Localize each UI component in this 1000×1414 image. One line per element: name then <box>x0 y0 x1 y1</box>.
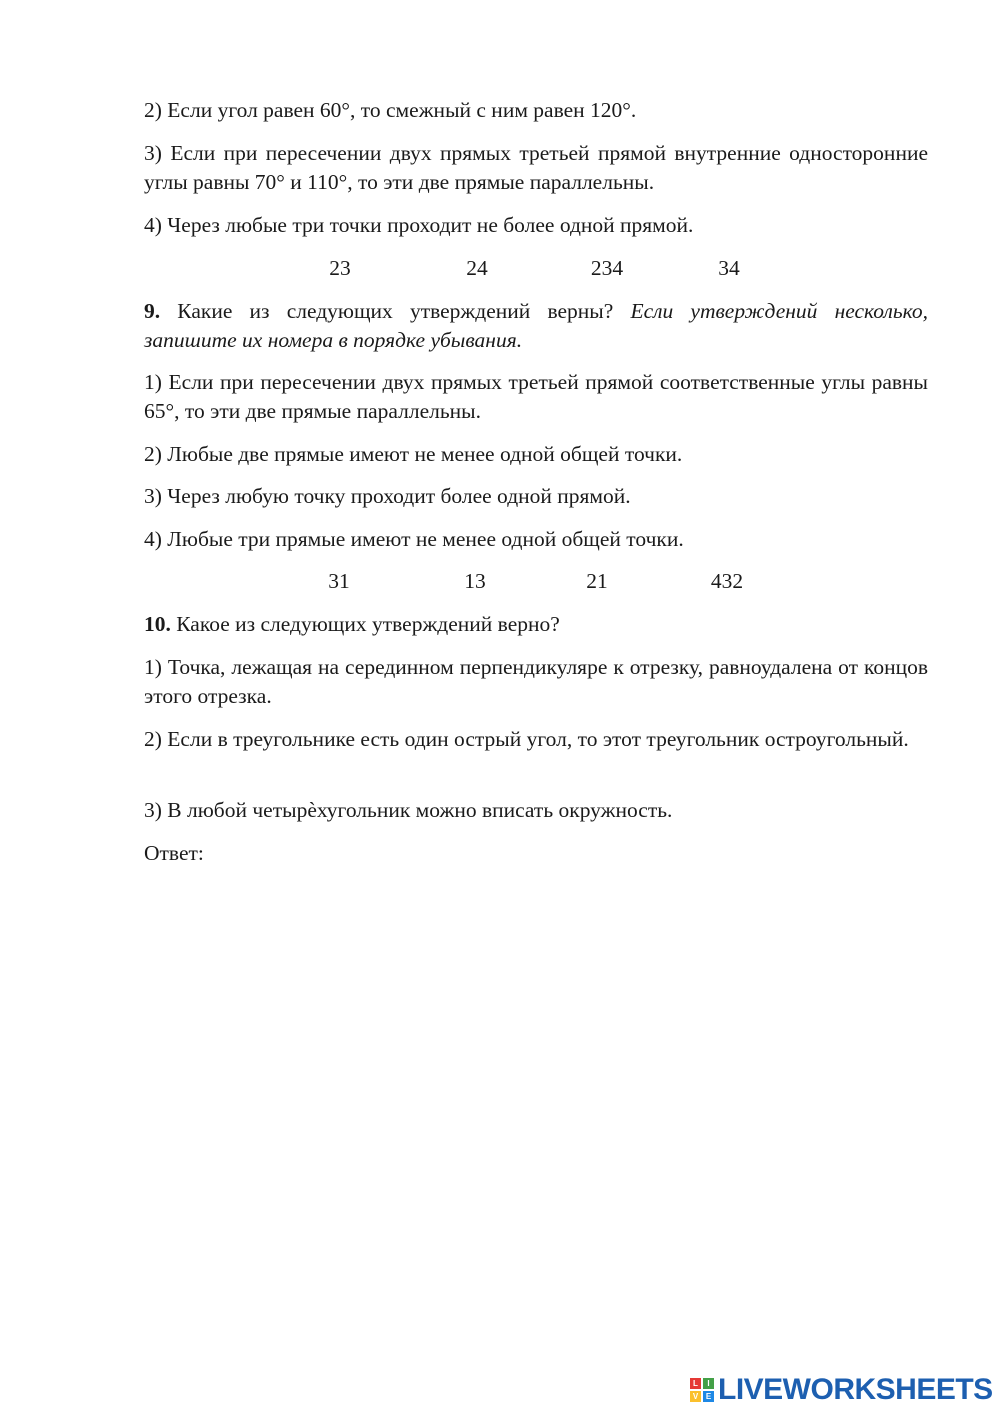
q9-option[interactable]: 432 <box>710 569 744 593</box>
answer-label: Ответ: <box>144 841 204 865</box>
q8-option[interactable]: 24 <box>466 256 488 280</box>
q10-statement-1-number: 1) <box>144 655 162 679</box>
q9-number: 9. <box>144 299 161 323</box>
q8-statement-3-text: Если при пересечении двух прямых третьей прямой внутренние односторонние углы равны 70° и 110°, то эти две прямые параллельны. <box>144 141 928 194</box>
q10-statement-3 <box>144 796 928 825</box>
q9-question <box>144 297 928 355</box>
logo-square-e: E <box>703 1391 714 1402</box>
q8-statement-2 <box>144 96 928 125</box>
q8-statement-3-number: 3) <box>144 141 162 165</box>
q8-option[interactable]: 34 <box>718 256 740 280</box>
q9-statement-3-text: Через любую точку проходит более одной прямой. <box>167 484 631 508</box>
q10-statement-1 <box>144 653 928 711</box>
q8-statement-4-text: Через любые три точки проходит не более одной прямой. <box>167 213 694 237</box>
q9-statement-3-number: 3) <box>144 484 162 508</box>
q10-statement-3-number: 3) <box>144 798 162 822</box>
logo-square-v: V <box>690 1391 701 1402</box>
q8-option[interactable]: 234 <box>590 256 624 280</box>
q9-statement-4 <box>144 525 928 554</box>
q10-statement-1-text: Точка, лежащая на серединном перпендикуляре к отрезку, равноудалена от концов этого отрезка. <box>144 655 928 708</box>
q10-statement-3-text: В любой четырѐхугольник можно вписать окружность. <box>167 798 673 822</box>
q9-option[interactable]: 21 <box>586 569 608 593</box>
q10-answer <box>144 839 928 868</box>
q8-option[interactable]: 23 <box>329 256 351 280</box>
logo-square-i: I <box>703 1378 714 1389</box>
q9-statement-2 <box>144 440 928 469</box>
q8-statement-3 <box>144 139 928 197</box>
logo-squares-icon <box>690 1378 714 1402</box>
q8-statement-2-text: Если угол равен 60°, то смежный с ним равен 120°. <box>167 98 637 122</box>
q9-statement-3 <box>144 482 928 511</box>
q9-statement-1-text: Если при пересечении двух прямых третьей прямой соответственные углы равны 65°, то эти две прямые параллельны. <box>144 370 928 423</box>
q9-statement-4-text: Любые три прямые имеют не менее одной общей точки. <box>167 527 684 551</box>
q10-statement-2-number: 2) <box>144 727 162 751</box>
q9-question-text: Какие из следующих утверждений верны? <box>177 299 614 323</box>
q9-statement-1-number: 1) <box>144 370 162 394</box>
q9-statement-2-number: 2) <box>144 442 162 466</box>
q9-statement-2-text: Любые две прямые имеют не менее одной общей точки. <box>167 442 683 466</box>
q10-question <box>144 610 928 639</box>
q10-statement-2-text: Если в треугольнике есть один острый угол, то этот треугольник остроугольный. <box>167 727 909 751</box>
q9-statement-1 <box>144 368 928 426</box>
logo-text: LIVEWORKSHEETS <box>718 1373 993 1406</box>
logo-square-l: L <box>690 1378 701 1389</box>
q9-statement-4-number: 4) <box>144 527 162 551</box>
q9-option[interactable]: 13 <box>464 569 486 593</box>
q10-statement-2 <box>144 725 928 754</box>
q10-number: 10. <box>144 612 171 636</box>
q10-question-text: Какое из следующих утверждений верно? <box>176 612 560 636</box>
q8-statement-4-number: 4) <box>144 213 162 237</box>
q9-option[interactable]: 31 <box>328 569 350 593</box>
q9-instruction: Если утверждений несколько, запишите их номера в порядке убывания. <box>144 299 929 352</box>
liveworksheets-logo <box>690 1372 993 1408</box>
q8-statement-2-number: 2) <box>144 98 162 122</box>
q8-statement-4 <box>144 211 928 240</box>
